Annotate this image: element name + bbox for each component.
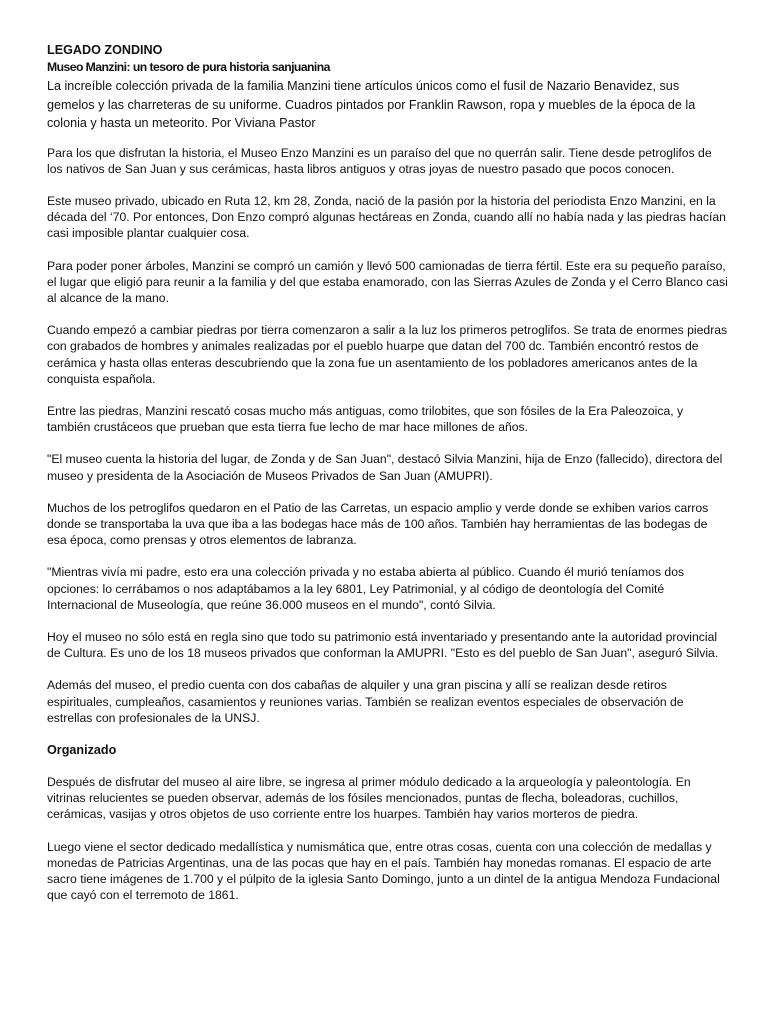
paragraph: Después de disfrutar del museo al aire libre, se ingresa al primer módulo dedicado a la arqueología y paleontología. En vitrinas relucientes se pueden observar, además de los fósiles mencionados, puntas de flecha, boleadoras, cuchillos, cerámicas, vasijas y otros objetos de uso corriente entre los huarpes. También hay varios morteros de piedra. [47,774,691,822]
article-title: LEGADO ZONDINO [47,43,163,57]
article-lead: La increíble colección privada de la familia Manzini tiene artículos únicos como el fusil de Nazario Benavidez, sus gemelos y las charreteras de su uniforme. Cuadros pintados por Franklin Rawson, ropa y muebles de la época de la colonia y hasta un meteorito. Por Viviana Pastor [47,79,696,130]
paragraph: Hoy el museo no sólo está en regla sino que todo su patrimonio está inventariado y presentando ante la autoridad provincial de Cultura. Es uno de los 18 museos privados que conforman la AMUPRI. "Esto es del pueblo de San Juan", aseguró Silvia. [47,629,719,661]
paragraph: Entre las piedras, Manzini rescató cosas mucho más antiguas, como trilobites, que son fósiles de la Era Paleozoica, y también crustáceos que prueban que esta tierra fue lecho de mar hace millones de años. [47,403,684,435]
paragraph: Este museo privado, ubicado en Ruta 12, km 28, Zonda, nació de la pasión por la historia del periodista Enzo Manzini, en la década del ‘70. Por entonces, Don Enzo compró algunas hectáreas en Zonda, cuando allí no había nada y las piedras hacían casi imposible plantar cualquier cosa. [47,193,726,241]
article-subtitle: Museo Manzini: un tesoro de pura historia sanjuanina [47,60,330,74]
paragraph: Para los que disfrutan la historia, el Museo Enzo Manzini es un paraíso del que no querrán salir. Tiene desde petroglifos de los nativos de San Juan y sus cerámicas, hasta libros antiguos y otras joyas de nuestro pasado que pocos conocen. [47,145,712,176]
paragraph: "Mientras vivía mi padre, esto era una colección privada y no estaba abierta al público. Cuando él murió teníamos dos opciones: lo cerrábamos o nos adaptábamos a la ley 6801, Ley Patrimonial, y al código de deontología del Comité Internacional de Museología, que reúne 36.000 museos en el mundo", contó Silvia. [47,565,685,612]
paragraph: Para poder poner árboles, Manzini se compró un camión y llevó 500 camionadas de tierra fértil. Este era su pequeño paraíso, el lugar que eligió para reunir a la familia y del que estaba enamorado, con las Sierras Azules de Zonda y el Cerro Blanco casi al alcance de la mano. [47,258,728,305]
paragraph: "El museo cuenta la historia del lugar, de Zonda y de San Juan", destacó Silvia Manzini, hija de Enzo (fallecido), directora del museo y presidenta de la Asociación de Museos Privados de San Juan (AMUPRI). [47,452,723,483]
paragraph: Muchos de los petroglifos quedaron en el Patio de las Carretas, un espacio amplio y verde donde se exhiben varios carros donde se transportaba la uva que iba a las bodegas hace más de 100 años. También hay herramientas de las bodegas de esa época, como prensas y otros elementos de labranza. [47,500,709,548]
paragraph: Luego viene el sector dedicado medallística y numismática que, entre otras cosas, cuenta con una colección de medallas y monedas de Patricias Argentinas, una de las pocas que hay en el país. También hay monedas romanas. El espacio de arte sacro tiene imágenes de 1.700 y el púlpito de la iglesia Santo Domingo, junto a un dintel de la antigua Mendoza Fundacional que cayó con el terremoto de 1861. [47,839,720,903]
paragraph: Cuando empezó a cambiar piedras por tierra comenzaron a salir a la luz los primeros petroglifos. Se trata de enormes piedras con grabados de hombres y animales realizadas por el pueblo huarpe que datan del 700 dc. También encontró restos de cerámica y hasta ollas enteras descubriendo que la zona fue un asentamiento de los pobladores americanos antes de la conquista española. [47,323,728,386]
paragraph: Además del museo, el predio cuenta con dos cabañas de alquiler y una gran piscina y allí se realizan desde retiros espirituales, cumpleaños, casamientos y reuniones varias. También se realizan eventos especiales de observación de estrellas con profesionales de la UNSJ. [47,678,684,725]
section-heading: Organizado [47,742,117,757]
